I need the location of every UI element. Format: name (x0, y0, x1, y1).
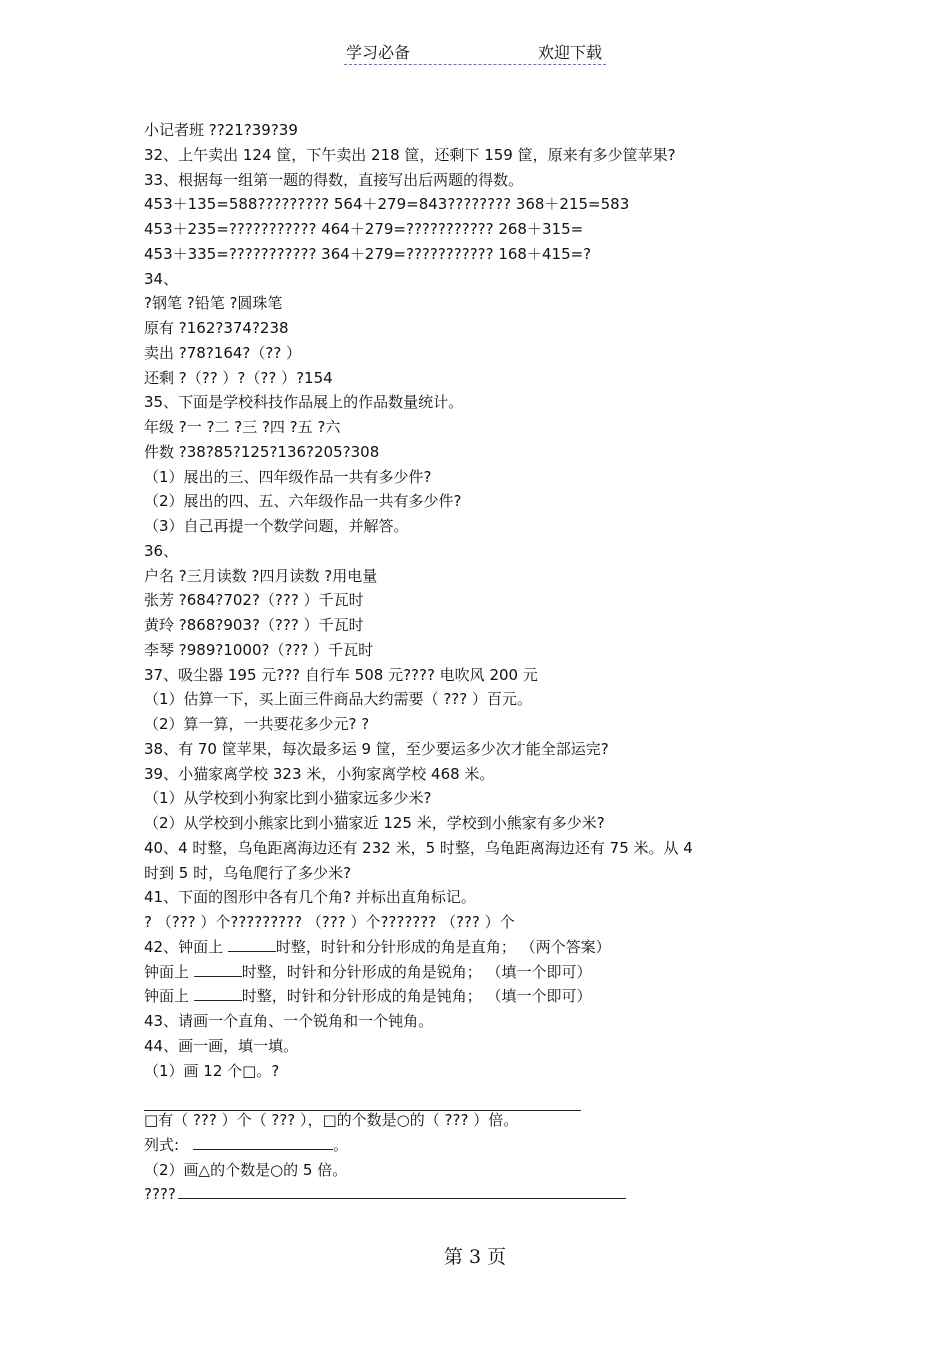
question-42-part (144, 984, 824, 1009)
sub-question: （2）算一算，一共要花多少元? ? (144, 715, 370, 733)
last-prefix: ???? (144, 1185, 176, 1204)
question-39: 39、小猫家离学校 323 米，小狗家离学校 468 米。 (144, 764, 495, 783)
blank-line (194, 962, 242, 977)
equation-row: 453＋335=??????????? 364＋279=??????????? 168＋415=? (144, 244, 592, 263)
answer-row (144, 1182, 824, 1207)
sub-question: （1）画 12 个□。? (144, 1061, 280, 1080)
question-34: 34、 (144, 269, 179, 288)
question-32: 32、上午卖出 124 筐，下午卖出 218 筐，还剩下 159 筐，原来有多少筐苹果? (144, 145, 676, 164)
q42-suffix: 时整，时针和分针形成的角是锐角； （填一个即可） (241, 962, 592, 981)
question-35: 35、下面是学校科技作品展上的作品数量统计。 (144, 393, 464, 412)
q42-suffix: 时整，时针和分针形成的角是钝角； （填一个即可） (241, 987, 592, 1006)
table-row: 还剩 ?（?? ）?（?? ）?154 (144, 368, 333, 387)
sub-question: （1）展出的三、四年级作品一共有多少件? (144, 467, 432, 486)
question-42 (144, 935, 824, 960)
drawing-space (144, 1083, 824, 1108)
question-42-part (144, 960, 824, 985)
fill-line: □有（ ??? ）个（ ??? ），□的个数是○的（ ??? ）倍。 (144, 1111, 519, 1129)
question-38: 38、有 70 筐苹果，每次最多运 9 筐，至少要运多少次才能全部运完? (144, 739, 609, 758)
question-40: 40、4 时整，乌龟距离海边还有 232 米，5 时整，乌龟距离海边还有 75 米。从 4 (144, 838, 693, 857)
sub-question: （2）画△的个数是○的 5 倍。 (144, 1160, 348, 1179)
answer-row: ? （??? ）个????????? （??? ）个??????? （??? ）个 (144, 913, 515, 931)
text-line: 小记者班 ??21?39?39 (144, 121, 298, 139)
list-formula (144, 1133, 824, 1158)
question-44: 44、画一画，填一填。 (144, 1036, 299, 1055)
question-43: 43、请画一个直角、一个锐角和一个钝角。 (144, 1012, 434, 1030)
table-row: 卖出 ?78?164?（?? ） (144, 343, 302, 362)
q42-prefix: 钟面上 (144, 962, 194, 981)
table-row: 黄玲 ?868?903?（??? ）千瓦时 (144, 616, 364, 634)
list-prefix: 列式: (144, 1135, 180, 1154)
q42-prefix: 42、钟面上 (144, 937, 228, 956)
question-33: 33、根据每一组第一题的得数，直接写出后两题的得数。 (144, 170, 524, 189)
table-row: 原有 ?162?374?238 (144, 319, 289, 337)
blank-line (194, 986, 242, 1001)
sub-question: （3）自己再提一个数学问题，并解答。 (144, 517, 409, 535)
page-header (344, 40, 606, 65)
q42-suffix: 时整，时针和分针形成的角是直角； （两个答案） (275, 937, 611, 956)
drawing-line (144, 1110, 581, 1111)
sub-question: （1）估算一下，买上面三件商品大约需要（ ??? ）百元。 (144, 690, 532, 709)
blank-line (178, 1184, 626, 1199)
question-37: 37、吸尘器 195 元??? 自行车 508 元???? 电吹风 200 元 (144, 665, 538, 684)
header-left-text: 学习必备 (346, 43, 411, 62)
question-40-cont: 时到 5 时，乌龟爬行了多少米? (144, 863, 352, 882)
table-row: 户名 ?三月读数 ?四月读数 ?用电量 (144, 566, 378, 585)
question-41: 41、下面的图形中各有几个角? 并标出直角标记。 (144, 888, 476, 907)
blank-line (228, 937, 276, 952)
table-row: 张芳 ?684?702?（??? ）千瓦时 (144, 591, 364, 610)
blank-line (193, 1135, 333, 1150)
sub-question: （2）展出的四、五、六年级作品一共有多少件? (144, 492, 462, 511)
page-number: 第 3 页 (443, 1246, 507, 1268)
document-body (144, 118, 824, 1207)
sub-question: （1）从学校到小狗家比到小猫家远多少米? (144, 789, 432, 808)
list-suffix: 。 (333, 1135, 349, 1154)
table-row: 年级 ?一 ?二 ?三 ?四 ?五 ?六 (144, 418, 341, 436)
sub-question: （2）从学校到小熊家比到小猫家近 125 米，学校到小熊家有多少米? (144, 814, 605, 832)
q42-prefix: 钟面上 (144, 987, 194, 1006)
equation-row: 453＋135=588????????? 564＋279=843???????? 368＋215=583 (144, 195, 630, 214)
table-row: 件数 ?38?85?125?136?205?308 (144, 442, 380, 461)
header-right-text: 欢迎下载 (537, 43, 602, 62)
table-row: 李琴 ?989?1000?（??? ）千瓦时 (144, 640, 374, 659)
question-36: 36、 (144, 541, 179, 560)
table-row: ?钢笔 ?铅笔 ?圆珠笔 (144, 294, 283, 313)
equation-row: 453＋235=??????????? 464＋279=??????????? 268＋315= (144, 220, 584, 238)
